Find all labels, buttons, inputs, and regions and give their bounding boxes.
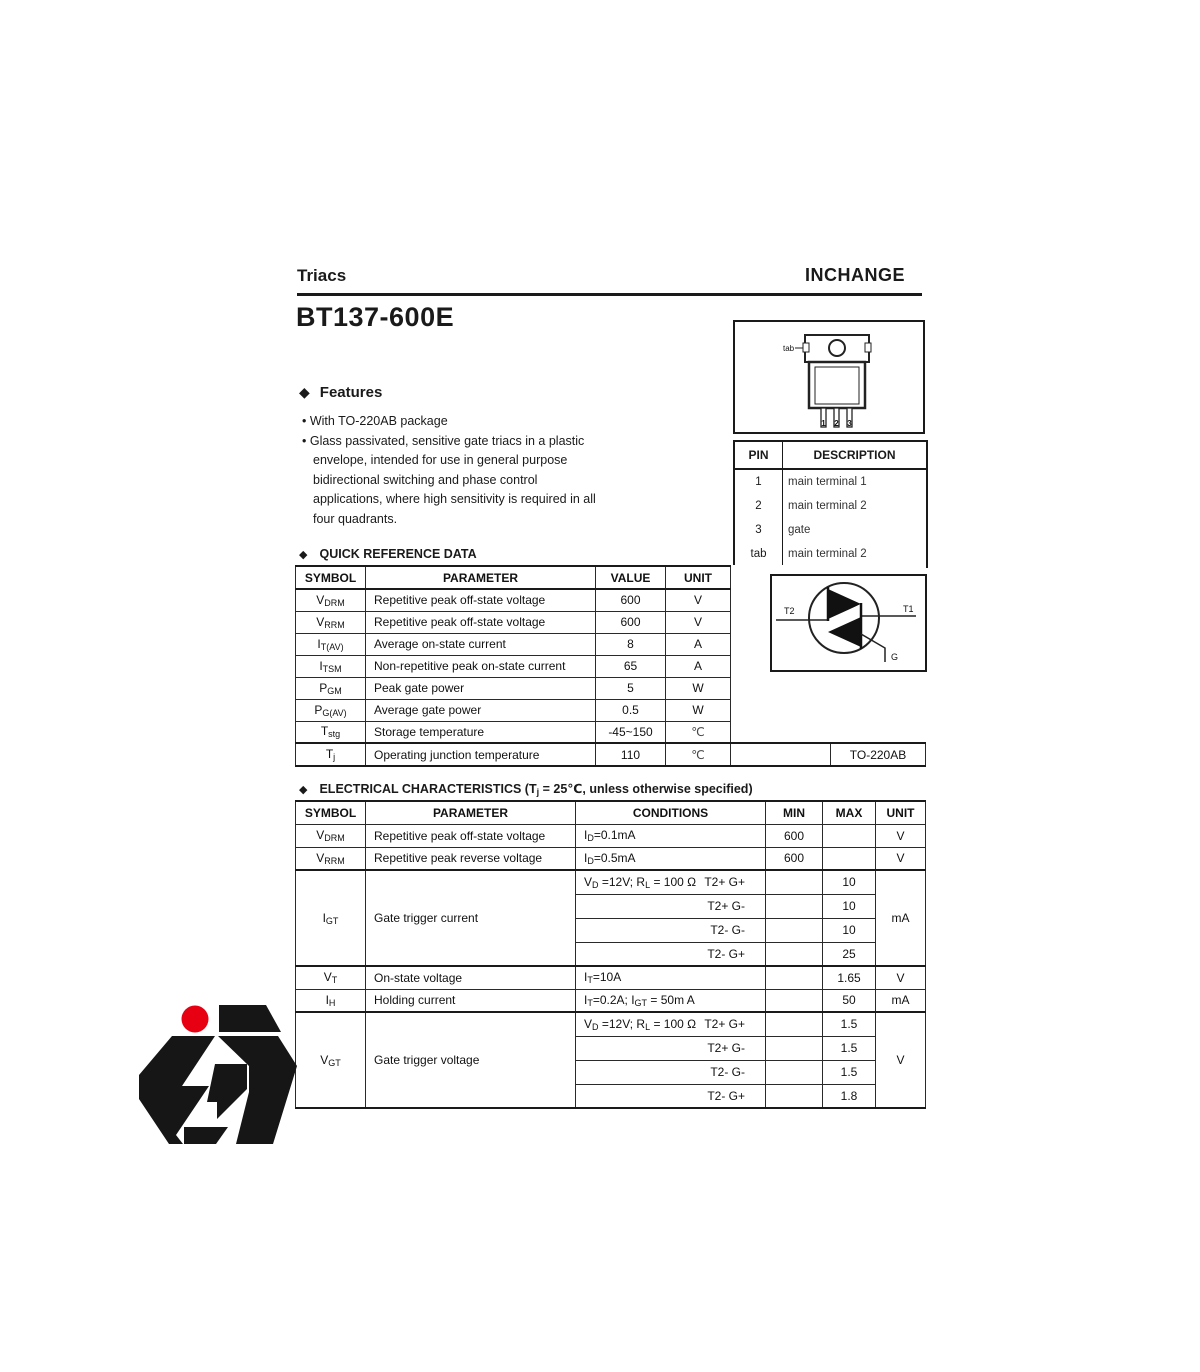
quadrant-label: T2+ G- <box>707 899 745 913</box>
terminal1-label: T1 <box>903 604 914 614</box>
unit-cell: V <box>666 589 731 611</box>
quick-reference-title: QUICK REFERENCE DATA <box>319 547 477 561</box>
quick-ref-header-cell: PARAMETER <box>366 566 596 589</box>
parameter-cell: Peak gate power <box>366 677 596 699</box>
description-cell: main terminal 2 <box>788 548 867 560</box>
cell <box>831 721 926 743</box>
features-heading <box>299 384 382 401</box>
conditions-cell <box>576 1036 766 1060</box>
unit-cell: mA <box>876 870 926 966</box>
max-cell: 1.65 <box>823 966 876 989</box>
parameter-cell: On-state voltage <box>366 966 576 989</box>
pin-description-table <box>733 440 928 568</box>
package-drawing-box <box>733 320 925 434</box>
description-cell: main terminal 1 <box>788 476 867 488</box>
symbol-cell: $V_{DRM}$ <box>296 589 366 611</box>
min-cell <box>766 894 823 918</box>
electrical-row <box>296 989 926 1012</box>
unit-cell: V <box>666 611 731 633</box>
unit-cell: V <box>876 824 926 847</box>
description-col-header: DESCRIPTION <box>783 441 928 469</box>
quadrant-label: T2- G+ <box>707 1088 745 1103</box>
quadrant-label: T2+ G+ <box>704 1017 745 1032</box>
cell <box>731 721 831 743</box>
quick-ref-header-cell: SYMBOL <box>296 566 366 589</box>
conditions-cell <box>576 894 766 918</box>
conditions-cell <box>576 1012 766 1036</box>
max-cell: 1.5 <box>823 1012 876 1036</box>
electrical-header-cell: PARAMETER <box>366 801 576 824</box>
unit-cell: V <box>876 847 926 870</box>
quick-ref-row <box>296 743 926 766</box>
quick-ref-header-cell: UNIT <box>666 566 731 589</box>
value-cell: 600 <box>596 611 666 633</box>
pin-number-label: 3 <box>847 419 852 428</box>
symbol-cell: $T_{stg}$ <box>296 721 366 743</box>
conditions-cell <box>576 1084 766 1108</box>
cell <box>831 699 926 721</box>
value-cell: 5 <box>596 677 666 699</box>
min-cell <box>766 1012 823 1036</box>
condition-text: $V_D =12V$; $R_L = 100$ Ω <box>584 874 697 890</box>
symbol-cell: $P_{G(AV)}$ <box>296 699 366 721</box>
symbol-cell: $I_{GT}$ <box>296 870 366 966</box>
electrical-header-cell: CONDITIONS <box>576 801 766 824</box>
features-list <box>302 412 597 529</box>
electrical-header-cell: UNIT <box>876 801 926 824</box>
electrical-characteristics-title: ELECTRICAL CHARACTERISTICS ($T_j$ = 25℃, unless otherwise specified) <box>319 782 753 797</box>
symbol-cell: $V_{GT}$ <box>296 1012 366 1108</box>
pin-table-row <box>734 542 927 567</box>
symbol-cell: $V_{DRM}$ <box>296 824 366 847</box>
symbol-cell: $P_{GM}$ <box>296 677 366 699</box>
gate-label: G <box>891 652 899 662</box>
diamond-bullet-icon: ◆ <box>299 783 308 796</box>
package-name-cell: TO-220AB <box>831 743 926 766</box>
pin-cell: 1 <box>734 469 783 494</box>
condition-text: $I_T=10A$ <box>584 970 622 986</box>
max-cell: 10 <box>823 870 876 894</box>
description-cell: gate <box>788 524 811 536</box>
min-cell <box>766 1060 823 1084</box>
description-cell: main terminal 2 <box>788 500 867 512</box>
min-cell <box>766 989 823 1012</box>
quadrant-label: T2+ G+ <box>704 875 745 890</box>
quick-reference-heading <box>299 547 477 561</box>
condition-text: $I_D=0.1mA$ <box>584 828 636 843</box>
parameter-cell: Average on-state current <box>366 633 596 655</box>
min-cell <box>766 942 823 966</box>
electrical-header-cell: MAX <box>823 801 876 824</box>
value-cell: 65 <box>596 655 666 677</box>
feature-item: • With TO-220AB package <box>302 414 448 428</box>
pin-table-header <box>734 441 927 469</box>
tab-pointer-label: tab <box>783 344 795 353</box>
triac-symbol-icon <box>772 576 921 666</box>
electrical-header-cell: SYMBOL <box>296 801 366 824</box>
pin-table-row <box>734 494 927 518</box>
quadrant-label: T2- G- <box>710 923 745 937</box>
quick-ref-row <box>296 721 926 743</box>
spacer-cell <box>731 743 831 766</box>
electrical-characteristics-table <box>295 800 926 1109</box>
parameter-cell: Repetitive peak reverse voltage <box>366 847 576 870</box>
condition-text: $V_D =12V$; $R_L = 100$ Ω <box>584 1016 697 1032</box>
max-cell: 50 <box>823 989 876 1012</box>
unit-cell: A <box>666 655 731 677</box>
value-cell: 0.5 <box>596 699 666 721</box>
unit-cell: mA <box>876 989 926 1012</box>
electrical-row <box>296 966 926 989</box>
diamond-bullet-icon: ◆ <box>299 384 310 400</box>
unit-cell: A <box>666 633 731 655</box>
conditions-cell <box>576 824 766 847</box>
unit-cell: ℃ <box>666 721 731 743</box>
parameter-cell: Repetitive peak off-state voltage <box>366 824 576 847</box>
electrical-row <box>296 870 926 894</box>
unit-cell: W <box>666 677 731 699</box>
conditions-cell <box>576 870 766 894</box>
parameter-cell: Operating junction temperature <box>366 743 596 766</box>
electrical-header-cell: MIN <box>766 801 823 824</box>
unit-cell: V <box>876 1012 926 1108</box>
quadrant-label: T2- G- <box>710 1065 745 1079</box>
inchange-logo-icon <box>132 1002 302 1150</box>
features-title: Features <box>319 384 383 401</box>
pin-cell: tab <box>734 542 783 567</box>
quadrant-label: T2- G+ <box>707 946 745 961</box>
diamond-bullet-icon: ◆ <box>299 548 308 561</box>
min-cell <box>766 966 823 989</box>
feature-item: • Glass passivated, sensitive gate triacs in a plastic envelope, intended for use in general purpose bidirectional switching and phase control applications, where high sensitivity is required in all four quadrants. <box>302 433 596 526</box>
pin-cell: 3 <box>734 518 783 542</box>
symbol-cell: $T_j$ <box>296 743 366 766</box>
electrical-header-row <box>296 801 926 824</box>
symbol-cell: $I_{TSM}$ <box>296 655 366 677</box>
min-cell <box>766 918 823 942</box>
parameter-cell: Storage temperature <box>366 721 596 743</box>
terminal2-label: T2 <box>784 606 795 616</box>
quick-ref-row <box>296 677 926 699</box>
conditions-cell <box>576 847 766 870</box>
symbol-cell: $I_{T(AV)}$ <box>296 633 366 655</box>
value-cell: 8 <box>596 633 666 655</box>
symbol-cell: $V_{RRM}$ <box>296 611 366 633</box>
conditions-cell <box>576 942 766 966</box>
value-cell: 600 <box>596 589 666 611</box>
max-cell: 10 <box>823 894 876 918</box>
value-cell: 110 <box>596 743 666 766</box>
condition-text: $I_T=0.2A$; $I_{GT} = 50m$ A <box>584 992 695 1008</box>
parameter-cell: Holding current <box>366 989 576 1012</box>
conditions-cell <box>576 1060 766 1084</box>
pin-number-label: 1 <box>821 419 826 428</box>
max-cell: 10 <box>823 918 876 942</box>
electrical-row <box>296 1012 926 1036</box>
pin-number-label: 2 <box>834 419 839 428</box>
part-number-title: BT137-600E <box>296 302 455 332</box>
pin-table-row <box>734 469 927 494</box>
electrical-row <box>296 847 926 870</box>
category-label: Triacs <box>297 266 347 285</box>
parameter-cell: Gate trigger current <box>366 870 576 966</box>
parameter-cell: Repetitive peak off-state voltage <box>366 589 596 611</box>
triac-symbol-box <box>770 574 927 672</box>
condition-text: $I_D=0.5mA$ <box>584 850 636 866</box>
cell <box>831 677 926 699</box>
value-cell: -45~150 <box>596 721 666 743</box>
min-cell <box>766 1084 823 1108</box>
quadrant-label: T2+ G- <box>707 1041 745 1055</box>
cell <box>731 677 831 699</box>
parameter-cell: Non-repetitive peak on-state current <box>366 655 596 677</box>
parameter-cell: Average gate power <box>366 699 596 721</box>
quick-ref-row <box>296 699 926 721</box>
conditions-cell <box>576 918 766 942</box>
cell <box>731 699 831 721</box>
min-cell: 600 <box>766 847 823 870</box>
max-cell: 1.5 <box>823 1036 876 1060</box>
header-rule <box>297 293 922 296</box>
pin-col-header: PIN <box>734 441 783 469</box>
conditions-cell <box>576 966 766 989</box>
to220-package-icon <box>735 322 919 428</box>
symbol-cell: $V_T$ <box>296 966 366 989</box>
brand-name: INCHANGE <box>804 265 905 285</box>
pin-cell: 2 <box>734 494 783 518</box>
max-cell: 1.8 <box>823 1084 876 1108</box>
max-cell: 1.5 <box>823 1060 876 1084</box>
electrical-row <box>296 824 926 847</box>
unit-cell: W <box>666 699 731 721</box>
min-cell: 600 <box>766 824 823 847</box>
symbol-cell: $V_{RRM}$ <box>296 847 366 870</box>
max-cell <box>823 824 876 847</box>
quick-ref-header-cell: VALUE <box>596 566 666 589</box>
parameter-cell: Repetitive peak off-state voltage <box>366 611 596 633</box>
min-cell <box>766 870 823 894</box>
pin-table-row <box>734 518 927 542</box>
unit-cell: ℃ <box>666 743 731 766</box>
conditions-cell <box>576 989 766 1012</box>
min-cell <box>766 1036 823 1060</box>
unit-cell: V <box>876 966 926 989</box>
symbol-cell: $I_H$ <box>296 989 366 1012</box>
max-cell: 25 <box>823 942 876 966</box>
electrical-characteristics-heading <box>299 781 753 797</box>
inchange-logo <box>132 1002 302 1155</box>
max-cell <box>823 847 876 870</box>
parameter-cell: Gate trigger voltage <box>366 1012 576 1108</box>
